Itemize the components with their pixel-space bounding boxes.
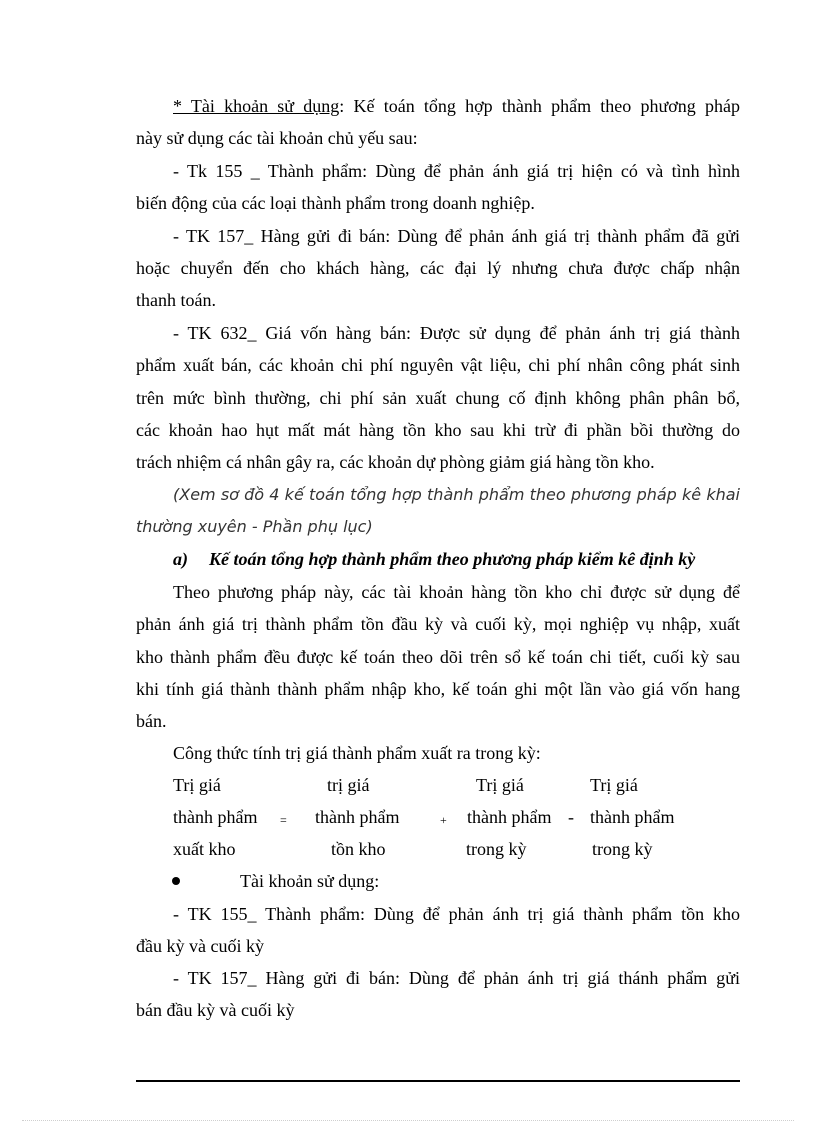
periodic-line-5: bán. [136,711,167,731]
accounts-used-text: : Kế toán tổng hợp thành phẩm theo phương pháp [339,96,740,116]
formula-col2-row1: trị giá [327,775,370,795]
periodic-line-3: kho thành phẩm đều được kế toán theo dõi trên sổ kế toán chi tiết, cuối kỳ sau [136,647,740,667]
tk632-line-1: - TK 632_ Giá vốn hàng bán: Được sử dụng để phản ánh trị giá thành [173,323,740,343]
tk157-line-1: - TK 157_ Hàng gửi đi bán: Dùng để phản ánh giá trị thành phẩm đã gửi [173,226,740,246]
tk155-line-2: biến động của các loại thành phẩm trong doanh nghiệp. [136,193,535,213]
tk157-line-3: thanh toán. [136,290,216,310]
accounts-title: Tài khoản sử dụng: [240,871,380,891]
note-line-2: thường xuyên - Phần phụ lục) [136,517,373,536]
formula-col4-row3: trong kỳ [592,839,653,859]
section-heading: Kế toán tổng hợp thành phẩm theo phương pháp kiểm kê định kỳ [209,549,696,569]
tk632-line-4: các khoản hao hụt mất mát hàng tồn kho sau khi trừ đi phần bồi thường do [136,420,740,440]
bullet-icon [172,877,180,885]
account-item2-line-1: - TK 157_ Hàng gửi đi bán: Dùng để phản ánh trị giá thánh phẩm gửi [173,968,740,988]
account-item1-line-1: - TK 155_ Thành phẩm: Dùng để phản ánh trị giá thành phẩm tồn kho [173,904,740,924]
accounts-used-line-1 [173,94,740,118]
accounts-used-line-2: này sử dụng các tài khoản chủ yếu sau: [136,128,418,148]
formula-plus-sign: + [440,813,447,827]
tk632-line-3: trên mức bình thường, chi phí sản xuất chung cố định không phân phân bổ, [136,388,740,408]
formula-col4-row1: Trị giá [590,775,638,795]
formula-col1-row2: thành phẩm [173,807,258,827]
note-line-1: (Xem sơ đồ 4 kế toán tổng hợp thành phẩm theo phương pháp kê khai [173,485,740,504]
formula-col3-row2: thành phẩm [467,807,552,827]
section-heading-marker: a) [173,549,188,569]
formula-col2-row2: thành phẩm [315,807,400,827]
formula-col3-row1: Trị giá [476,775,524,795]
page-bottom-dotted-border [22,1120,794,1121]
formula-intro: Công thức tính trị giá thành phẩm xuất ra trong kỳ: [173,743,541,763]
periodic-line-4: khi tính giá thành thành phẩm nhập kho, kế toán ghi một lần vào giá vốn hang [136,679,740,699]
account-item1-line-2: đầu kỳ và cuối kỳ [136,936,264,956]
account-item2-line-2: bán đầu kỳ và cuối kỳ [136,1000,295,1020]
tk632-line-2: phẩm xuất bán, các khoản chi phí nguyên vật liệu, chi phí nhân công phát sinh [136,355,740,375]
tk157-line-2: hoặc chuyển đến cho khách hàng, các đại lý nhưng chưa được chấp nhận [136,258,740,278]
formula-col1-row3: xuất kho [173,839,236,859]
formula-equals-sign: = [280,813,287,827]
periodic-line-2: phản ánh giá trị thành phẩm tồn đầu kỳ và cuối kỳ, mọi nghiệp vụ nhập, xuất [136,614,740,634]
formula-col4-row2: thành phẩm [590,807,675,827]
formula-minus-sign: - [568,807,574,827]
tk155-line-1: - Tk 155 _ Thành phẩm: Dùng để phản ánh giá trị hiện có và tình hình [173,161,740,181]
footer-rule [136,1080,740,1082]
periodic-line-1: Theo phương pháp này, các tài khoản hàng tồn kho chỉ được sử dụng để [173,582,740,602]
accounts-used-label: * Tài khoản sử dụng [173,96,340,116]
formula-col2-row3: tồn kho [331,839,386,859]
formula-col1-row1: Trị giá [173,775,221,795]
formula-col3-row3: trong kỳ [466,839,527,859]
tk632-line-5: trách nhiệm cá nhân gây ra, các khoản dự phòng giảm giá hàng tồn kho. [136,452,655,472]
